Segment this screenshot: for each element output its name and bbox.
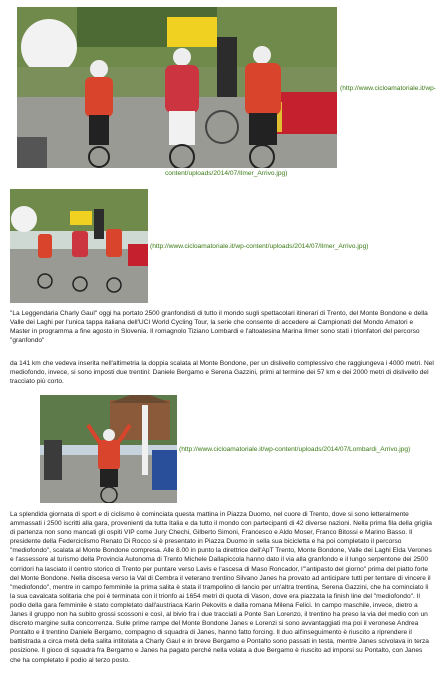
photo-link-ilmer-small[interactable]: (http://www.cicloamatoriale.it/wp-content/uploads/2014/07/Ilmer_Arrivo.jpg) <box>150 243 369 250</box>
article-paragraph-1 <box>10 309 434 345</box>
photo-link-ilmer-large-part1[interactable]: (http://www.cicloamatoriale.it/wp- <box>340 85 437 92</box>
photo-ilmer-arrivo-large[interactable] <box>17 7 337 168</box>
article-paragraph-2 <box>10 359 434 386</box>
photo-link-lombardi[interactable]: (http://www.cicloamatoriale.it/wp-content/uploads/2014/07/Lombardi_Arrivo.jpg) <box>179 446 411 453</box>
paragraph-text: da 141 km che vedeva inserita nell'altimetria la doppia scalata al Monte Bondone, per un dislivello complessivo che raggiungeva i 4000 metri. Nel mediofondo, invece, si sono imposti due trentini: Daniele Bergamo e Serena Gazzini, primi al termine dei 57 km e dei 2000 metri di dislivello del tracciato più corto. <box>10 360 434 386</box>
photo-link-ilmer-large-part2[interactable]: content/uploads/2014/07/Ilmer_Arrivo.jpg) <box>165 170 288 177</box>
paragraph-text: "La Leggendaria Charly Gaul" oggi ha portato 2500 granfondisti di tutto il mondo sugli spettacolari itinerari di Trento, del Monte Bondone e della Valle dei Laghi per l'unica tappa italiana dell'UCI World Cycling Tour, la serie che consente di accedere ai Campionati del Mondo Amatori e Master in programma a fine agosto in Slovenia. Il romagnolo Tiziano Lombardi e l'altoatesina Marina Ilmer sono stati i trionfatori del percorso "granfondo" <box>10 310 428 345</box>
photo-ilmer-arrivo-small[interactable] <box>10 189 148 303</box>
article-paragraph-3 <box>10 510 434 665</box>
paragraph-text: La splendida giornata di sport e di ciclismo è cominciata questa mattina in Piazza Duomo, nel cuore di Trento, dove si sono letteralmente ammassati i 2500 iscritti alla gara, provenienti da tutta Italia e da tutto il mondo con partecipanti di 42 diverse nazioni. Nella prima fila della griglia di partenza non sono mancati gli ospiti VIP come Jury Chechi, Gilberto Simoni, Francesco e Aldo Moser, Franco Bitossi e Marino Basso. Il presidente della Federciclismo Renato Di Rocco si è presentato in Piazza Duomo in sella sua bicicletta e ha poi completato il percorso "mediofondo", scalata al Monte Bondone compresa. Alle 8.00 in punto la direttrice dell'ApT Trento, Monte Bondone, Valle dei Laghi Elda Verones e l'assessore al turismo della Provincia Autonoma di Trento Michele Dallapiccola hanno dato il via alla granfondo e il lungo serpentone dei 2500 corridori ha lasciato il centro storico di Trento per puntare verso Lavis e l'ascesa di Maso Roncador, l'"antipasto del giorno" prima del piatto forte del Monte Bondone. Nella discesa verso la Val di Cembra il veterano trentino Silvano Janes ha provato ad anticipare tutti per tentare di vincere il "mediofondo", mentre in campo femminile la prima salita è stata il trampolino di lancio per un'altra trentina, Serena Gazzini, che ha cominciato lì la sua cavalcata solitaria che poi è terminata con il trionfo ai 1654 metri di quota di Vason, dove era piazzata la finish line del "mediofondo". Il podio della gara femminile è stato completato dall'austriaca Karin Pekovits e dalla romana Milena Felici. In campo maschile, invece, dietro a Janes il gruppo non ha subito grossi scossoni e così, al bivio fra i due tracciati a Ponte San Lorenzo, il trentino ha preso la via del medio con un discreto margine sulla concorrenza. Sulle prime rampe del Monte Bondone Janes e Lorenzi si sono avvantaggiati ma poi il veronese Andrea Pontalto e il trentino Daniele Bergamo, compagno di squadra di Janes, hanno fatto forcing. Il duo all'inseguimento è riuscito a riprendere il battistrada a circa metà della salita intitolata a Charly Gaul e in breve Bergamo e Pontalto sono passati in testa, mentre Janes scivolava in terza posizione. Il gioco di squadra fra Bergamo e Janes ha pagato perché nella volata a due Bergamo è riuscito ad imporsi su Pontalto, con Janes che ha completato il podio al terzo posto. <box>10 511 432 664</box>
photo-lombardi-arrivo[interactable] <box>40 395 177 503</box>
